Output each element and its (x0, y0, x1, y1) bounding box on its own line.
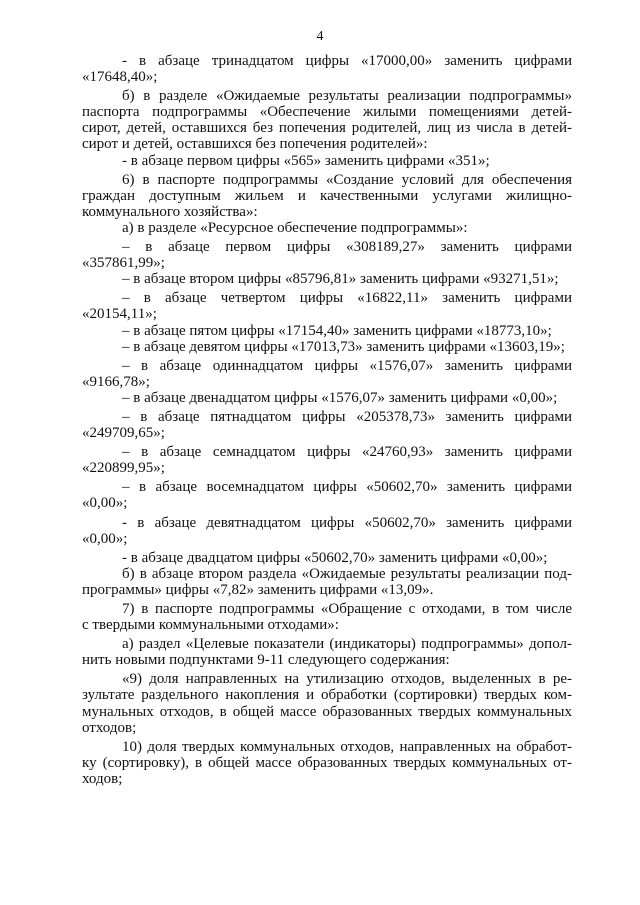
text-line: граждан доступным жильем и качественными услугами жилищно- (82, 187, 572, 204)
text-line: 6) в паспорте подпрограммы «Создание условий для обеспечения (122, 171, 572, 188)
text-line: программы» цифры «7,82» заменить цифрами «13,09». (82, 581, 434, 598)
text-line: – в абзаце девятом цифры «17013,73» заменить цифрами «13603,19»; (122, 338, 565, 355)
text-line: – в абзаце пятнадцатом цифры «205378,73» заменить цифрами (122, 408, 572, 425)
text-line: 7) в паспорте подпрограммы «Обращение с отходами, в том числе (122, 601, 572, 617)
text-line: «20154,11»; (82, 306, 157, 323)
text-line: нить новыми подпунктами 9-11 следующего содержания: (82, 652, 450, 669)
text-line: - в абзаце девятнадцатом цифры «50602,70» заменить цифрами (122, 514, 572, 531)
text-line: – в абзаце семнадцатом цифры «24760,93» заменить цифрами (122, 444, 572, 461)
text-line: – в абзаце восемнадцатом цифры «50602,70» заменить цифрами (122, 479, 572, 496)
document-body (82, 53, 572, 787)
text-line: - в абзаце двадцатом цифры «50602,70» заменить цифрами «0,00»; (122, 549, 548, 566)
text-line: «0,00»; (82, 530, 128, 547)
text-line: паспорта подпрограммы «Обеспечение жилыми помещениями детей- (82, 104, 572, 121)
text-line: коммунального хозяйства»: (82, 203, 258, 220)
text-line: - в абзаце тринадцатом цифры «17000,00» заменить цифрами (122, 53, 572, 69)
text-line: «357861,99»; (82, 255, 165, 272)
text-line: – в абзаце втором цифры «85796,81» заменить цифрами «93271,51»; (122, 271, 559, 288)
text-line: сирот, детей, оставшихся без попечения родителей, лиц из числа в детей- (82, 120, 572, 137)
text-line: «17648,40»; (82, 69, 158, 86)
text-line: с твердыми коммунальными отходами»: (82, 617, 339, 634)
text-line: ходов; (82, 770, 123, 787)
text-line: сирот и детей, оставшихся без попечения родителей»: (82, 136, 428, 153)
text-line: мунальных отходов, в общей массе образованных твердых коммунальных (82, 703, 572, 720)
text-line: а) в разделе «Ресурсное обеспечение подпрограммы»: (122, 219, 468, 236)
text-line: – в абзаце четвертом цифры «16822,11» заменить цифрами (122, 290, 572, 307)
text-line: б) в абзаце втором раздела «Ожидаемые результаты реализации под- (122, 565, 572, 582)
text-line: «9) доля направленных на утилизацию отходов, выделенных в ре- (122, 671, 572, 688)
text-line: «249709,65»; (82, 425, 165, 442)
text-line: «0,00»; (82, 495, 128, 512)
text-line: а) раздел «Целевые показатели (индикаторы) подпрограммы» допол- (122, 636, 572, 653)
text-line: – в абзаце одиннадцатом цифры «1576,07» заменить цифрами (122, 357, 572, 374)
text-line: - в абзаце первом цифры «565» заменить цифрами «351»; (122, 152, 490, 169)
text-line: – в абзаце двенадцатом цифры «1576,07» заменить цифрами «0,00»; (122, 389, 558, 406)
page-number: 4 (316, 29, 324, 44)
text-line: б) в разделе «Ожидаемые результаты реализации подпрограммы» (122, 88, 572, 105)
text-line: зультате раздельного накопления и обработки (сортировки) твердых ком- (82, 687, 572, 704)
text-line: – в абзаце первом цифры «308189,27» заменить цифрами (122, 239, 572, 256)
text-line: «9166,78»; (82, 373, 150, 390)
text-line: – в абзаце пятом цифры «17154,40» заменить цифрами «18773,10»; (122, 322, 552, 339)
text-line: отходов; (82, 719, 137, 736)
text-line: 10) доля твердых коммунальных отходов, направленных на обработ- (122, 738, 572, 755)
text-line: «220899,95»; (82, 460, 165, 477)
text-line: ку (сортировку), в общей массе образованных твердых коммунальных от- (82, 754, 572, 771)
